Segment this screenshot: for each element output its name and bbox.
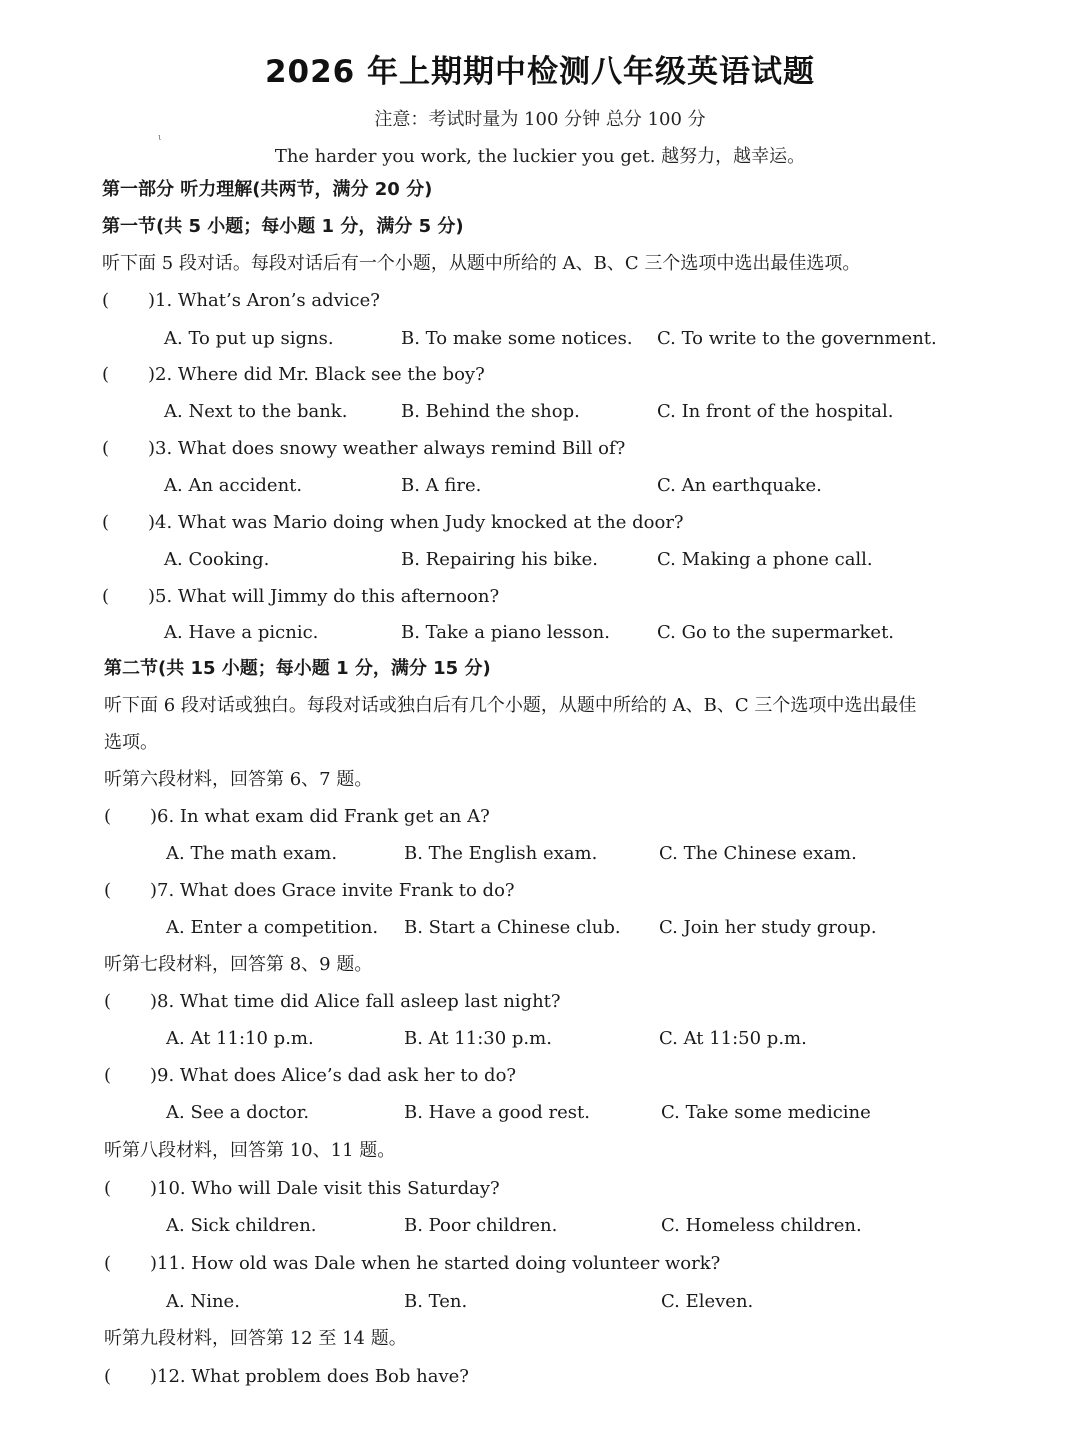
option-a: A. At 11:10 p.m. <box>166 1028 314 1049</box>
option-b: B. Poor children. <box>404 1215 558 1236</box>
option-c: C. Making a phone call. <box>657 549 873 570</box>
option-b: B. Start a Chinese club. <box>404 917 621 938</box>
option-b: B. Ten. <box>404 1291 468 1312</box>
answer-bracket: ( <box>104 806 112 827</box>
option-c: C. Go to the supermarket. <box>657 622 895 643</box>
option-b: B. Have a good rest. <box>404 1102 590 1123</box>
option-a: A. Have a picnic. <box>164 622 319 643</box>
option-a: A. Next to the bank. <box>164 401 348 422</box>
question-stem: )11. How old was Dale when he started doing volunteer work? <box>150 1253 721 1274</box>
group-heading-8: 听第八段材料，回答第 10、11 题。 <box>104 1140 396 1161</box>
option-c: C. An earthquake. <box>657 475 822 496</box>
question-stem: )4. What was Mario doing when Judy knocked at the door? <box>148 512 684 533</box>
section1-heading: 第一节(共 5 小题；每小题 1 分，满分 5 分) <box>102 216 464 237</box>
answer-bracket: ( <box>102 438 110 459</box>
section2-instruction: 听下面 6 段对话或独白。每段对话或独白后有几个小题，从题中所给的 A、B、C 三个选项中选出最佳 <box>104 695 917 716</box>
exam-note: 注意：考试时量为 100 分钟 总分 100 分 <box>374 109 706 130</box>
option-a: A. Nine. <box>166 1291 240 1312</box>
answer-bracket: ( <box>104 991 112 1012</box>
section1-instruction: 听下面 5 段对话。每段对话后有一个小题，从题中所给的 A、B、C 三个选项中选出最佳选项。 <box>102 253 861 274</box>
question-stem: )9. What does Alice’s dad ask her to do? <box>150 1065 517 1086</box>
answer-bracket: ( <box>104 1178 112 1199</box>
question-stem: )12. What problem does Bob have? <box>150 1366 469 1387</box>
group-heading-6: 听第六段材料，回答第 6、7 题。 <box>104 769 373 790</box>
option-a: A. See a doctor. <box>166 1102 310 1123</box>
section2-heading: 第二节(共 15 小题；每小题 1 分，满分 15 分) <box>104 658 491 679</box>
answer-bracket: ( <box>104 1366 112 1387</box>
question-stem: )1. What’s Aron’s advice? <box>148 290 380 311</box>
option-c: C. Homeless children. <box>661 1215 862 1236</box>
option-c: C. Join her study group. <box>659 917 877 938</box>
option-c: C. Eleven. <box>661 1291 754 1312</box>
option-b: B. The English exam. <box>404 843 598 864</box>
group-heading-9: 听第九段材料，回答第 12 至 14 题。 <box>104 1328 407 1349</box>
option-c: C. In front of the hospital. <box>657 401 894 422</box>
answer-bracket: ( <box>102 364 110 385</box>
group-heading-7: 听第七段材料，回答第 8、9 题。 <box>104 954 373 975</box>
question-stem: )7. What does Grace invite Frank to do? <box>150 880 515 901</box>
exam-title: 2026 年上期期中检测八年级英语试题 <box>264 54 816 90</box>
question-stem: )10. Who will Dale visit this Saturday? <box>150 1178 500 1199</box>
option-b: B. To make some notices. <box>401 328 633 349</box>
option-a: A. An accident. <box>164 475 303 496</box>
question-stem: )2. Where did Mr. Black see the boy? <box>148 364 485 385</box>
answer-bracket: ( <box>104 1065 112 1086</box>
option-c: C. At 11:50 p.m. <box>659 1028 807 1049</box>
motto: The harder you work, the luckier you get. 越努力，越幸运。 <box>274 146 806 167</box>
section2-instruction-cont: 选项。 <box>104 732 158 753</box>
question-stem: )6. In what exam did Frank get an A? <box>150 806 490 827</box>
answer-bracket: ( <box>102 512 110 533</box>
option-a: A. Cooking. <box>164 549 270 570</box>
option-c: C. To write to the government. <box>657 328 937 349</box>
option-b: B. Repairing his bike. <box>401 549 598 570</box>
option-c: C. Take some medicine <box>661 1102 871 1123</box>
question-stem: )5. What will Jimmy do this afternoon? <box>148 586 500 607</box>
option-b: B. Take a piano lesson. <box>401 622 610 643</box>
option-b: B. Behind the shop. <box>401 401 580 422</box>
answer-bracket: ( <box>102 290 110 311</box>
question-stem: )8. What time did Alice fall asleep last night? <box>150 991 561 1012</box>
answer-bracket: ( <box>102 586 110 607</box>
option-b: B. A fire. <box>401 475 482 496</box>
option-c: C. The Chinese exam. <box>659 843 857 864</box>
option-a: A. Sick children. <box>166 1215 317 1236</box>
question-stem: )3. What does snowy weather always remind Bill of? <box>148 438 626 459</box>
scan-mark: ι <box>158 133 162 143</box>
option-b: B. At 11:30 p.m. <box>404 1028 552 1049</box>
answer-bracket: ( <box>104 880 112 901</box>
option-a: A. The math exam. <box>166 843 338 864</box>
answer-bracket: ( <box>104 1253 112 1274</box>
option-a: A. To put up signs. <box>164 328 334 349</box>
option-a: A. Enter a competition. <box>166 917 379 938</box>
part1-heading: 第一部分 听力理解(共两节，满分 20 分) <box>102 179 433 200</box>
